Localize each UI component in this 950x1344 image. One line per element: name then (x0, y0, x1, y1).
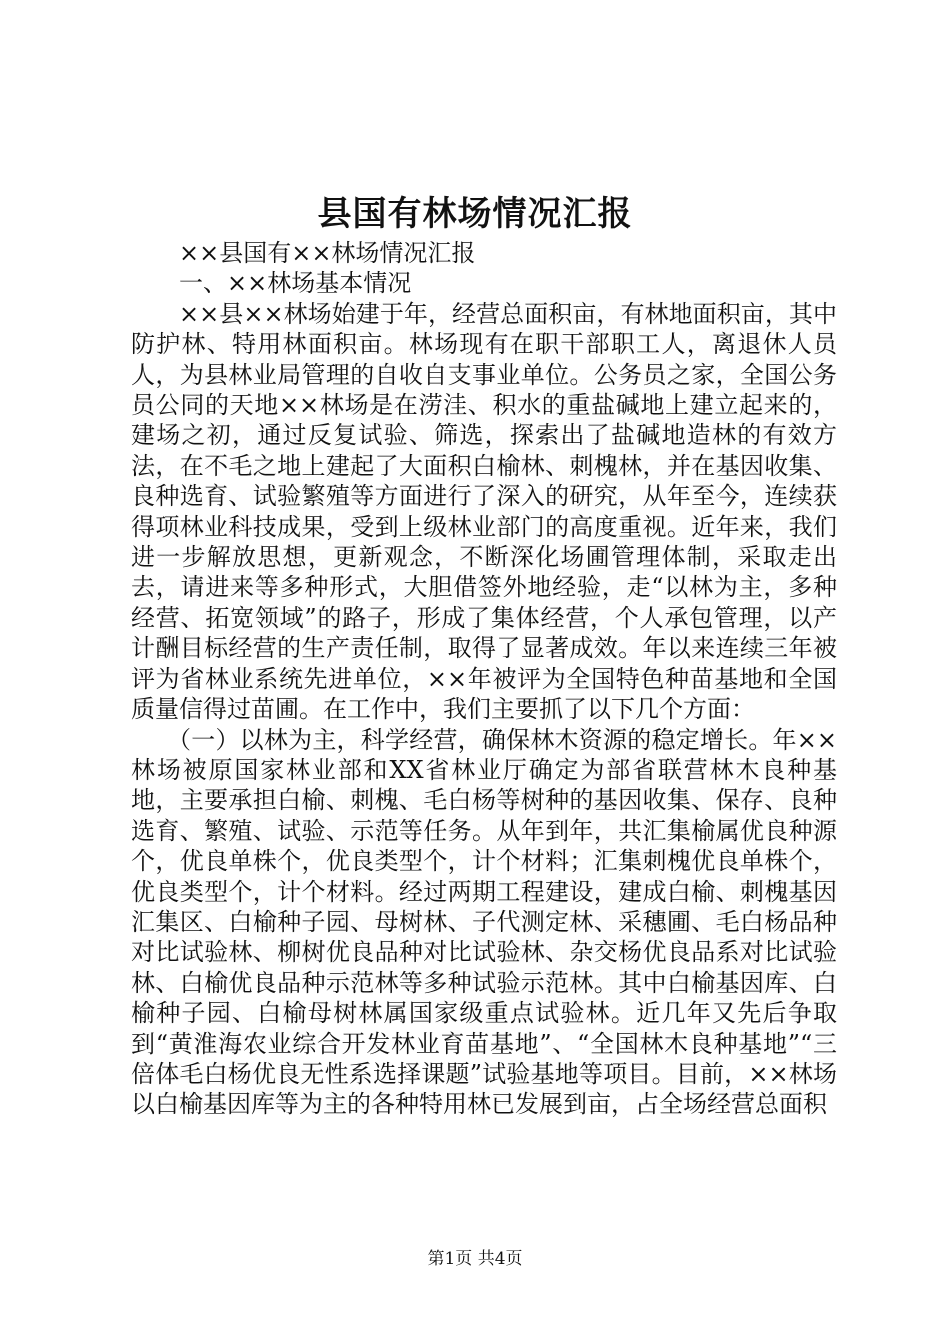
section-heading: 一、××林场基本情况 (179, 269, 412, 298)
paragraph-heading: ××县国有××林场情况汇报 (179, 239, 476, 267)
page-number-footer: 第1页 共4页 (427, 1249, 523, 1269)
paragraph: ××县××林场始建于年，经营总面积亩，有林地面积亩，其中防护林、特用林面积亩。林场现有在职干部职工人，离退休人员人，为县林业局管理的自收自支事业单位。公务员之家，全国公务员公同的天地××林场是在涝洼、积水的重盐碱地上建立起来的，建场之初，通过反复试验、筛选，探索出了盐碱地造林的有效方法，在不毛之地上建起了大面积白榆林、刺槐林，并在基因收集、良种选育、试验繁殖等方面进行了深入的研究，从年至今，连续获得项林业科技成果，受到上级林业部门的高度重视。近年来，我们进一步解放思想，更新观念，不断深化场圃管理体制，采取走出去，请进来等多种形式，大胆借签外地经验，走“以林为主，多种经营、拓宽领域”的路子，形成了集体经营，个人承包管理，以产计酬目标经营的生产责任制，取得了显著成效。年以来连续三年被评为省林业系统先进单位，××年被评为全国特色种苗基地和全国质量信得过苗圃。在工作中，我们主要抓了以下几个方面： (131, 299, 837, 724)
paragraph: （一）以林为主，科学经营，确保林木资源的稳定增长。年××林场被原国家林业部和XX省林业厅确定为部省联营林木良种基地，主要承担白榆、刺槐、毛白杨等树种的基因收集、保存、良种选育、繁殖、试验、示范等任务。从年到年，共汇集榆属优良种源个，优良单株个，优良类型个，计个材料；汇集刺槐优良单株个，优良类型个，计个材料。经过两期工程建设，建成白榆、刺槐基因汇集区、白榆种子园、母树林、子代测定林、采穗圃、毛白杨品种对比试验林、柳树优良品种对比试验林、杂交杨优良品系对比试验林、白榆优良品种示范林等多种试验示范林。其中白榆基因库、白榆种子园、白榆母树林属国家级重点试验林。近几年又先后争取到“黄淮海农业综合开发林业育苗基地”、“全国林木良种基地”“三倍体毛白杨优良无性系选择课题”试验基地等项目。目前，××林场以白榆基因库等为主的各种特用林已发展到亩，占全场经营总面积 (131, 725, 837, 1119)
document-title: 县国有林场情况汇报 (317, 194, 633, 234)
document-body (131, 238, 837, 1120)
